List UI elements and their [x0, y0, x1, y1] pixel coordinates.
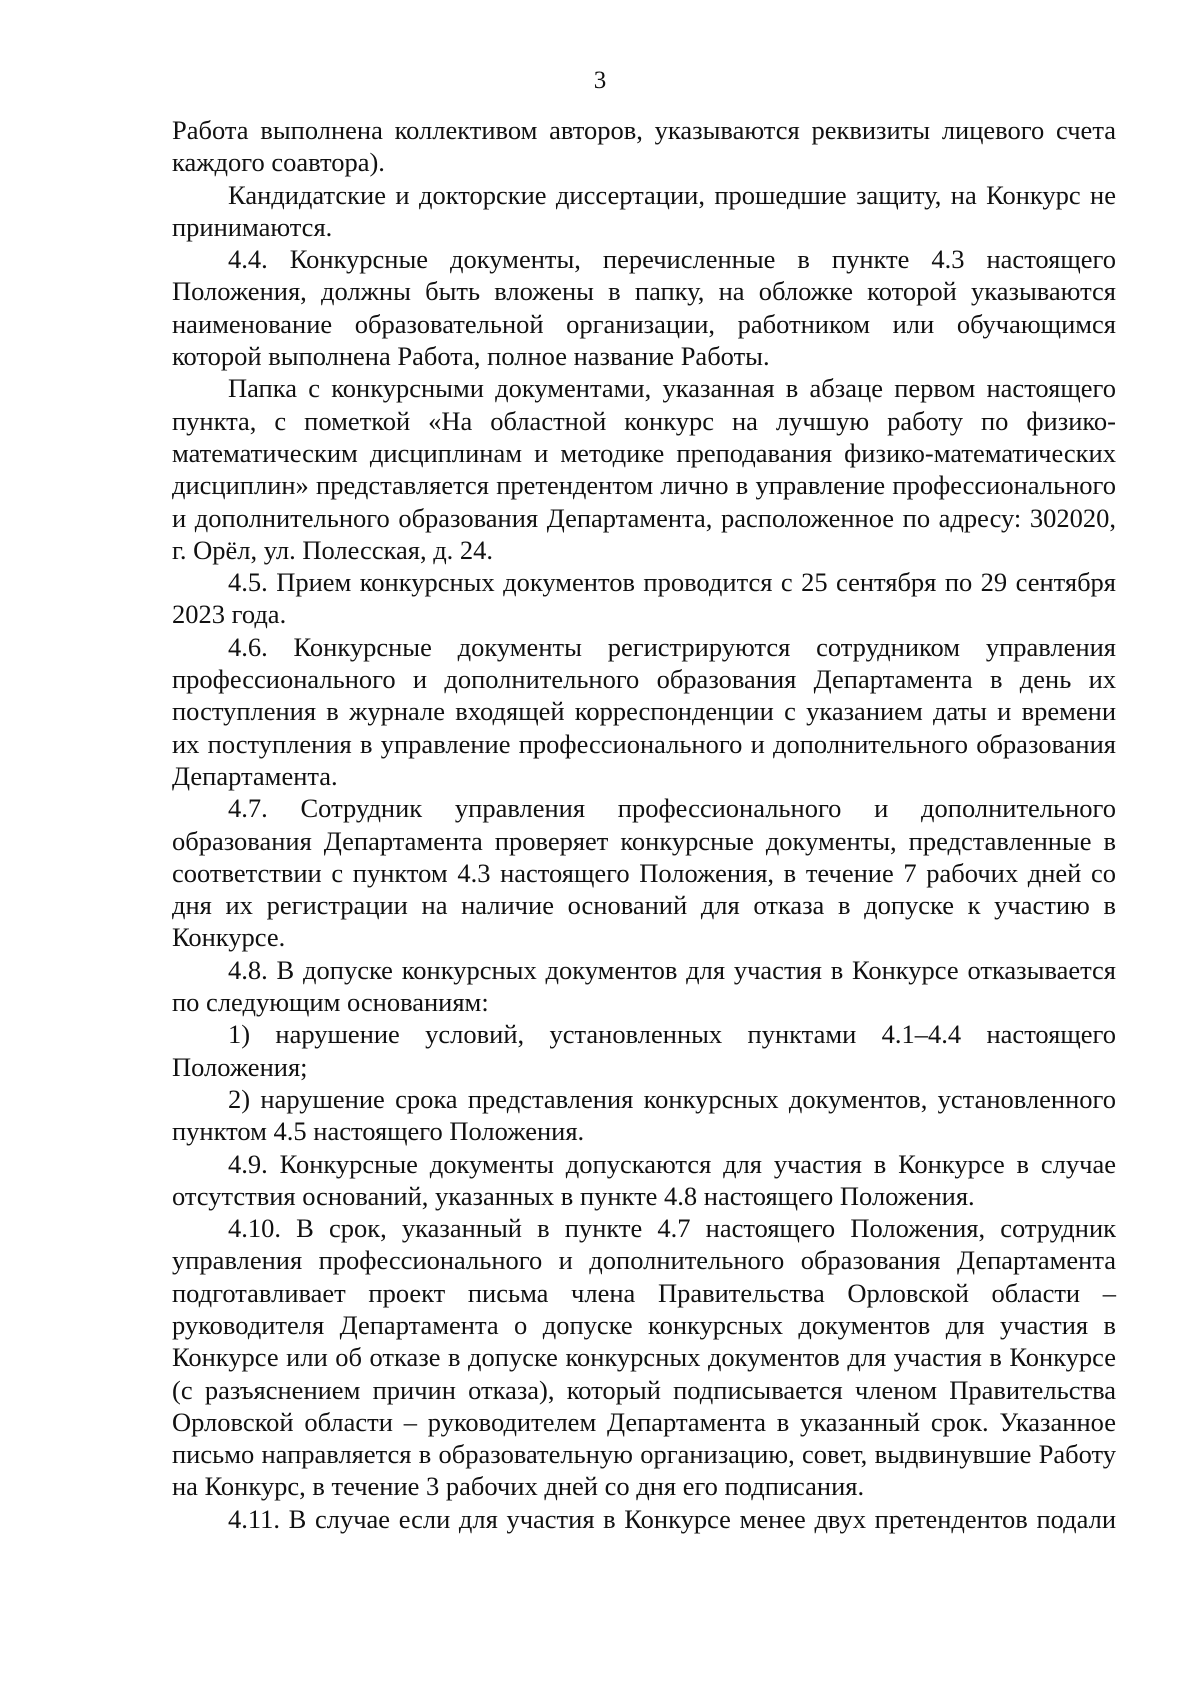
paragraph-4-11: 4.11. В случае если для участия в Конкурсе менее двух претендентов подали [228, 1503, 1116, 1534]
paragraph-4-4: 4.4. Конкурсные документы, перечисленные в пункте 4.3 настоящего Положения, должны быть вложены в папку, на обложке которой указываются наименование образовательной организации, работником или обучающимся которой выполнена Работа, полное название Работы. [172, 244, 1116, 372]
paragraph-4-7: 4.7. Сотрудник управления профессионального и дополнительного образования Департамента проверяет конкурсные документы, представленные в соответствии с пунктом 4.3 настоящего Положения, в течение 7 рабочих дней со дня их регистрации на наличие оснований для отказа в допуске к участию в Конкурсе. [172, 793, 1116, 953]
paragraph-4-9: 4.9. Конкурсные документы допускаются для участия в Конкурсе в случае отсутствия оснований, указанных в пункте 4.8 настоящего Положения. [172, 1148, 1116, 1211]
paragraph: Кандидатские и докторские диссертации, прошедшие защиту, на Конкурс не принимаются. [172, 179, 1116, 242]
document-body [172, 114, 1116, 1535]
paragraph-4-5: 4.5. Прием конкурсных документов проводится с 25 сентября по 29 сентября 2023 года. [172, 567, 1116, 630]
paragraph-4-10: 4.10. В срок, указанный в пункте 4.7 настоящего Положения, сотрудник управления профессионального и дополнительного образования Департамента подготавливает проект письма члена Правительства Орловской области – руководителя Департамента о допуске конкурсных документов для участия в Конкурсе или об отказе в допуске конкурсных документов для участия в Конкурсе (с разъяснением причин отказа), который подписывается членом Правительства Орловской области – руководителем Департамента в указанный срок. Указанное письмо направляется в образовательную организацию, совет, выдвинувшие Работу на Конкурс, в течение 3 рабочих дней со дня его подписания. [172, 1213, 1116, 1502]
paragraph-4-6: 4.6. Конкурсные документы регистрируются сотрудником управления профессионального и дополнительного образования Департамента в день их поступления в журнале входящей корреспонденции с указанием даты и времени их поступления в управление профессионального и дополнительного образования Департамента. [172, 631, 1116, 791]
list-item: 1) нарушение условий, установленных пунктами 4.1–4.4 настоящего Положения; [172, 1019, 1116, 1082]
list-item: 2) нарушение срока представления конкурсных документов, установленного пунктом 4.5 настоящего Положения. [172, 1083, 1116, 1147]
page-number: 3 [593, 67, 607, 94]
paragraph: Работа выполнена коллективом авторов, указываются реквизиты лицевого счета каждого соавтора). [172, 115, 1116, 178]
paragraph-4-8: 4.8. В допуске конкурсных документов для участия в Конкурсе отказывается по следующим основаниям: [172, 954, 1116, 1018]
paragraph: Папка с конкурсными документами, указанная в абзаце первом настоящего пункта, с пометкой «На областной конкурс на лучшую работу по физико-математическим дисциплинам и методике преподавания физико-математических дисциплин» представляется претендентом лично в управление профессионального и дополнительного образования Департамента, расположенное по адресу: 302020, г. Орёл, ул. Полесская, д. 24. [172, 373, 1116, 565]
